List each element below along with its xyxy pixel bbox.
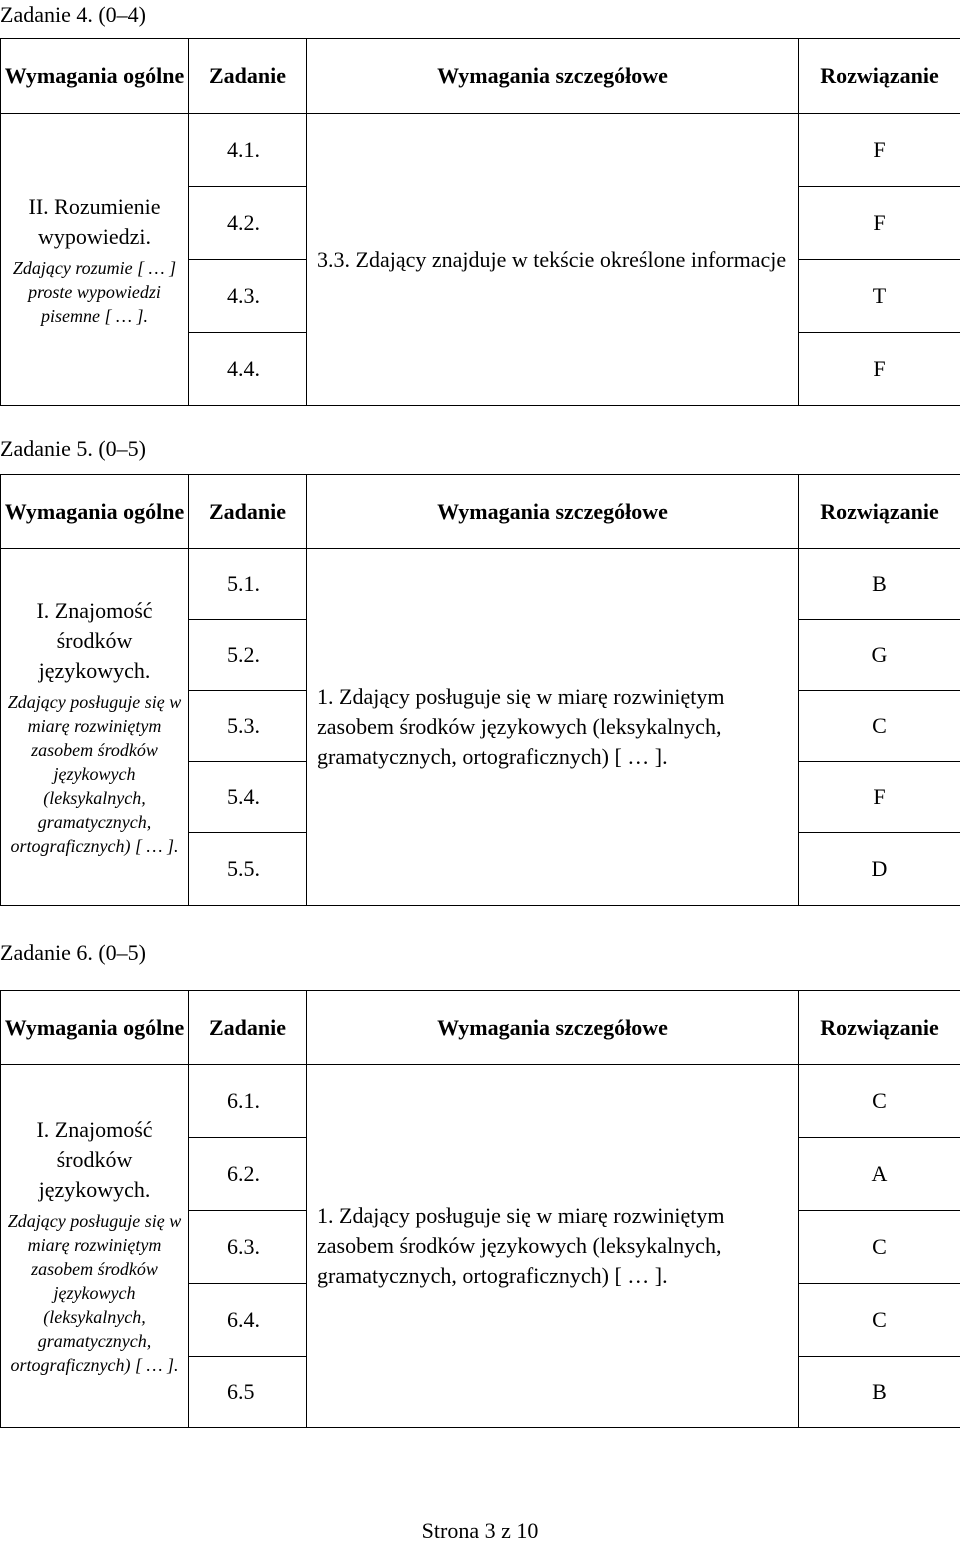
task6-table — [0, 990, 960, 1428]
task-number: 4.3. — [189, 260, 307, 333]
answer-cell: C — [799, 691, 960, 762]
header-wymagania-ogolne: Wymagania ogólne — [1, 991, 189, 1065]
task-number: 5.3. — [189, 691, 307, 762]
general-requirement-category: I. Znajomość środków językowych. — [1, 596, 188, 686]
general-requirement-cell — [1, 549, 189, 906]
header-wymagania-ogolne: Wymagania ogólne — [1, 39, 189, 114]
specific-requirement-cell — [307, 1065, 799, 1428]
answer-cell: B — [799, 549, 960, 620]
task5-title: Zadanie 5. (0–5) — [0, 436, 146, 462]
answer-cell: F — [799, 762, 960, 833]
answer-cell: A — [799, 1138, 960, 1211]
task-number: 6.3. — [189, 1211, 307, 1284]
header-rozwiazanie: Rozwiązanie — [799, 475, 960, 549]
answer-cell: C — [799, 1211, 960, 1284]
page-number: Strona 3 z 10 — [0, 1518, 960, 1544]
task-number: 4.2. — [189, 187, 307, 260]
answer-cell: F — [799, 333, 960, 406]
task4-header-row — [1, 39, 960, 114]
header-wymagania-szczegolowe: Wymagania szczegółowe — [307, 475, 799, 549]
general-requirement-cell — [1, 1065, 189, 1428]
specific-requirement: 3.3. Zdający znajduje w tekście określone informacje — [317, 245, 798, 275]
header-wymagania-szczegolowe: Wymagania szczegółowe — [307, 39, 799, 114]
header-wymagania-ogolne: Wymagania ogólne — [1, 475, 189, 549]
task-number: 6.4. — [189, 1284, 307, 1357]
task4-table — [0, 38, 960, 406]
task-number: 5.1. — [189, 549, 307, 620]
task-number: 6.2. — [189, 1138, 307, 1211]
task-number: 6.1. — [189, 1065, 307, 1138]
task-number: 4.4. — [189, 333, 307, 406]
answer-cell: C — [799, 1065, 960, 1138]
general-requirement-cell — [1, 114, 189, 406]
header-rozwiazanie: Rozwiązanie — [799, 991, 960, 1065]
specific-requirement-cell — [307, 549, 799, 906]
general-requirement-description: Zdający posługuje się w miarę rozwiniętym zasobem środków językowych (leksykalnych, gramatycznych, ortograficznych) [ … ]. — [1, 690, 188, 858]
header-zadanie: Zadanie — [189, 475, 307, 549]
answer-cell: T — [799, 260, 960, 333]
task5-table — [0, 474, 960, 906]
specific-requirement: 1. Zdający posługuje się w miarę rozwiniętym zasobem środków językowych (leksykalnych, gramatycznych, ortograficznych) [ … ]. — [317, 1201, 798, 1291]
general-requirement-category: I. Znajomość środków językowych. — [1, 1115, 188, 1205]
specific-requirement: 1. Zdający posługuje się w miarę rozwiniętym zasobem środków językowych (leksykalnych, gramatycznych, ortograficznych) [ … ]. — [317, 682, 798, 772]
task-number: 5.2. — [189, 620, 307, 691]
answer-cell: F — [799, 187, 960, 260]
table-row — [1, 114, 960, 187]
task-number: 4.1. — [189, 114, 307, 187]
table-row — [1, 549, 960, 620]
header-zadanie: Zadanie — [189, 991, 307, 1065]
answer-cell: D — [799, 833, 960, 906]
task6-title: Zadanie 6. (0–5) — [0, 940, 146, 966]
specific-requirement-cell — [307, 114, 799, 406]
header-wymagania-szczegolowe: Wymagania szczegółowe — [307, 991, 799, 1065]
answer-cell: G — [799, 620, 960, 691]
answer-cell: F — [799, 114, 960, 187]
header-rozwiazanie: Rozwiązanie — [799, 39, 960, 114]
table-row — [1, 1065, 960, 1138]
answer-cell: C — [799, 1284, 960, 1357]
task4-title: Zadanie 4. (0–4) — [0, 2, 146, 28]
task-number: 5.5. — [189, 833, 307, 906]
answer-cell: B — [799, 1357, 960, 1428]
task-number: 6.5 — [189, 1357, 307, 1428]
header-zadanie: Zadanie — [189, 39, 307, 114]
task-number: 5.4. — [189, 762, 307, 833]
task5-header-row — [1, 475, 960, 549]
general-requirement-category: II. Rozumienie wypowiedzi. — [1, 192, 188, 252]
task6-header-row — [1, 991, 960, 1065]
general-requirement-description: Zdający rozumie [ … ] proste wypowiedzi pisemne [ … ]. — [1, 256, 188, 328]
general-requirement-description: Zdający posługuje się w miarę rozwiniętym zasobem środków językowych (leksykalnych, gramatycznych, ortograficznych) [ … ]. — [1, 1209, 188, 1377]
